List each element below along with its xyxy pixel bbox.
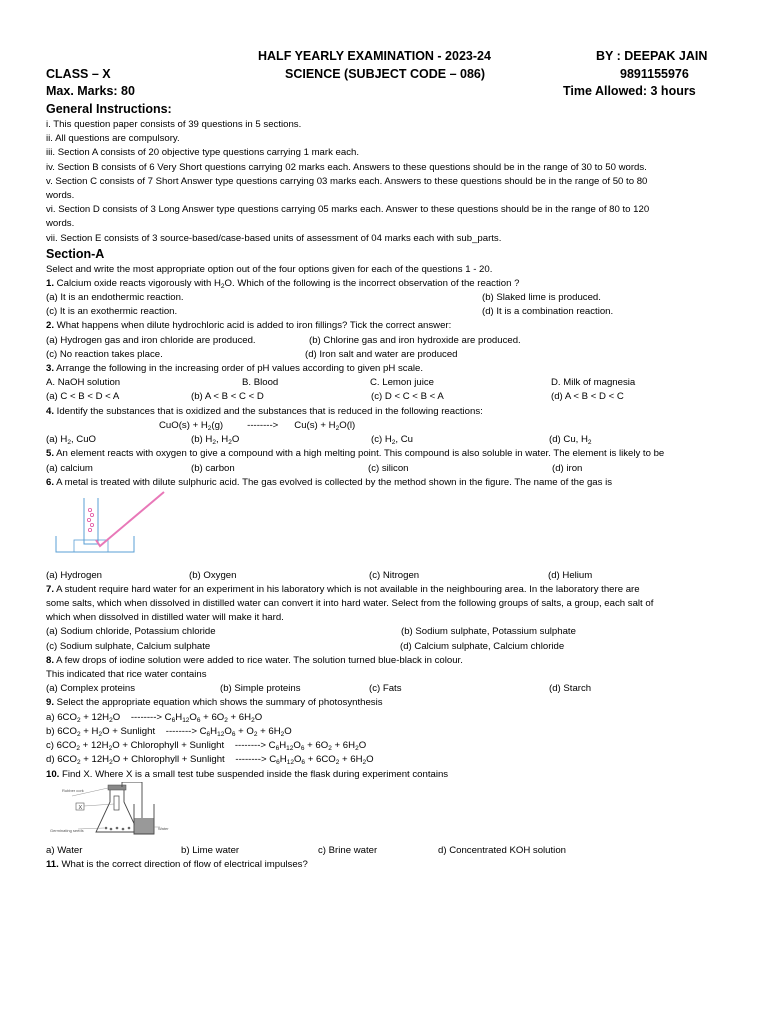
- q2-option-a: (a) Hydrogen gas and iron chloride are produced.: [46, 335, 256, 346]
- q3-option-b: (b) A < B < C < D: [191, 391, 264, 402]
- q9-option-d: d) $6CO_2 + 12H_2O$ + Chlorophyll + Sunlight --------> $C_6H_{12}O_6 + 6CO_2 + 6H_2O$: [46, 754, 374, 766]
- q3-option-d: (d) A < B < D < C: [551, 391, 624, 402]
- q8-option-b: (b) Simple proteins: [220, 683, 301, 694]
- question-number: 8.: [46, 655, 55, 666]
- fig-rubber-cork-label: Rubber cork: [62, 788, 84, 793]
- fig-germinating-seeds-label: Germinating seeds: [50, 828, 84, 833]
- q8-line: This indicated that rice water contains: [46, 669, 207, 680]
- q9-option-a: a) $6CO_2 + 12H_2O$ --------> $C_6H_{12}O_6 + 6O_2 + 6H_2O$: [46, 712, 263, 724]
- subject-title: SCIENCE (SUBJECT CODE – 086): [285, 67, 486, 81]
- q2-option-d: (d) Iron salt and water are produced: [305, 349, 458, 360]
- q5-option-c: (c) silicon: [368, 463, 409, 474]
- question-number: 3.: [46, 363, 55, 374]
- instruction-line: iii. Section A consists of 20 objective type questions carrying 1 mark each.: [46, 147, 360, 158]
- q5-option-b: (b) carbon: [191, 463, 235, 474]
- question-number: 11.: [46, 859, 59, 870]
- question-7: 7. A student require hard water for an experiment in his laboratory which is not available in the neighbouring area. In the laboratory there are: [46, 584, 640, 595]
- fig-x-label: X: [78, 805, 83, 811]
- instruction-line: vii. Section E consists of 3 source-based/case-based units of assessment of 04 marks each with sub_parts.: [46, 233, 502, 244]
- question-6: 6. A metal is treated with dilute sulphuric acid. The gas evolved is collected by the method shown in the figure. The name of the gas is: [46, 477, 613, 488]
- section-a-heading: Section-A: [46, 247, 105, 261]
- question-number: 9.: [46, 697, 55, 708]
- q2-option-c: (c) No reaction takes place.: [46, 349, 163, 360]
- q10-option-c: c) Brine water: [318, 845, 378, 856]
- q7-option-b: (b) Sodium sulphate, Potassium sulphate: [401, 626, 576, 637]
- question-9: 9. Select the appropriate equation which shows the summary of photosynthesis: [46, 697, 383, 708]
- question-8: 8. A few drops of iodine solution were added to rice water. The solution turned blue-black in colour.: [46, 655, 463, 666]
- q4-option-a: (a) $H_2$, CuO: [46, 434, 97, 446]
- q6-option-a: (a) Hydrogen: [46, 570, 102, 581]
- q2-option-b: (b) Chlorine gas and iron hydroxide are produced.: [309, 335, 521, 346]
- q5-option-a: (a) calcium: [46, 463, 93, 474]
- question-number: 2.: [46, 320, 55, 331]
- q5-option-d: (d) iron: [552, 463, 583, 474]
- q7-option-c: (c) Sodium sulphate, Calcium sulphate: [46, 641, 211, 652]
- q4-option-c: (c) $H_2$, Cu: [371, 434, 414, 446]
- q4-equation: $CuO(s) + H_2(g)$ --------> $Cu(s) + H_2O(l)$: [159, 420, 356, 432]
- respiration-flask-figure: [48, 782, 172, 840]
- question-number: 4.: [46, 406, 55, 417]
- q1-option-a: (a) It is an endothermic reaction.: [46, 292, 184, 303]
- instructions-heading: General Instructions:: [46, 102, 172, 116]
- question-4: 4. Identify the substances that is oxidized and the substances that is reduced in the following reactions:: [46, 406, 483, 417]
- question-5: 5. An element reacts with oxygen to give a compound with a high melting point. This compound is also soluble in water. The element is likely to be: [46, 448, 665, 459]
- question-number: 10.: [46, 769, 60, 780]
- q4-option-d: (d) Cu, $H_2$: [549, 434, 592, 446]
- author-name: BY : DEEPAK JAIN: [596, 49, 708, 63]
- q6-option-d: (d) Helium: [548, 570, 593, 581]
- section-a-intro: Select and write the most appropriate option out of the four options given for each of the questions 1 - 20.: [46, 264, 493, 275]
- fig-water-label: Water: [158, 826, 169, 831]
- max-marks: Max. Marks: 80: [46, 84, 135, 98]
- exam-title: HALF YEARLY EXAMINATION - 2023-24: [258, 49, 491, 63]
- q9-option-b: b) $6CO_2 + H_2O$ + Sunlight --------> $C_6H_{12}O_6 + O_2 + 6H_2O$: [46, 726, 292, 738]
- q1-option-b: (b) Slaked lime is produced.: [482, 292, 601, 303]
- gas-collection-figure: [52, 490, 170, 556]
- q7-line: some salts, which when dissolved in distilled water can convert it into hard water. Select from the following groups of salts, a group, each salt of: [46, 598, 654, 609]
- phone-number: 9891155976: [620, 67, 689, 81]
- class-label: CLASS – X: [46, 67, 111, 81]
- q8-option-d: (d) Starch: [549, 683, 592, 694]
- question-11: 11. What is the correct direction of flow of electrical impulses?: [46, 859, 308, 870]
- q6-option-b: (b) Oxygen: [189, 570, 237, 581]
- q3-option-c: (c) D < C < B < A: [371, 391, 444, 402]
- instruction-line: iv. Section B consists of 6 Very Short questions carrying 02 marks each. Answers to these questions should be in the range of 30 to 50 words.: [46, 162, 647, 173]
- question-number: 6.: [46, 477, 55, 488]
- q3-item-b: B. Blood: [242, 377, 279, 388]
- q3-item-a: A. NaOH solution: [46, 377, 121, 388]
- q7-option-a: (a) Sodium chloride, Potassium chloride: [46, 626, 216, 637]
- instruction-line: words.: [46, 218, 75, 229]
- q7-option-d: (d) Calcium sulphate, Calcium chloride: [400, 641, 565, 652]
- q10-option-d: d) Concentrated KOH solution: [438, 845, 566, 856]
- q8-option-a: (a) Complex proteins: [46, 683, 136, 694]
- time-allowed: Time Allowed: 3 hours: [563, 84, 696, 98]
- q7-line: which when dissolved in distilled water will make it hard.: [46, 612, 284, 623]
- q4-option-b: (b) $H_2$, $H_2O$: [191, 434, 240, 446]
- question-10: 10. Find X. Where X is a small test tube suspended inside the flask during experiment contains: [46, 769, 449, 780]
- q10-option-a: a) Water: [46, 845, 83, 856]
- q1-option-c: (c) It is an exothermic reaction.: [46, 306, 178, 317]
- question-3: 3. Arrange the following in the increasing order of pH values according to given pH scale.: [46, 363, 424, 374]
- question-number: 1.: [46, 278, 55, 289]
- q3-option-a: (a) C < B < D < A: [46, 391, 120, 402]
- question-2: 2. What happens when dilute hydrochloric acid is added to iron fillings? Tick the correct answer:: [46, 320, 452, 331]
- instruction-line: words.: [46, 190, 75, 201]
- q6-option-c: (c) Nitrogen: [369, 570, 420, 581]
- instruction-line: vi. Section D consists of 3 Long Answer type questions carrying 05 marks each. Answer to these questions should be in the range of 80 to 120: [46, 204, 650, 215]
- q3-item-d: D. Milk of magnesia: [551, 377, 636, 388]
- q9-option-c: c) $6CO_2 + 12H_2O$ + Chlorophyll + Sunlight --------> $C_6H_{12}O_6 + 6O_2 + 6H_2O$: [46, 740, 367, 752]
- q3-item-c: C. Lemon juice: [370, 377, 434, 388]
- instruction-line: ii. All questions are compulsory.: [46, 133, 180, 144]
- instruction-line: v. Section C consists of 7 Short Answer type questions carrying 03 marks each. Answers to these questions should be in the range of 50 to 80: [46, 176, 648, 187]
- instruction-line: i. This question paper consists of 39 questions in 5 sections.: [46, 119, 302, 130]
- question-number: 5.: [46, 448, 55, 459]
- question-1: 1. Calcium oxide reacts vigorously with $H_2O$. Which of the following is the incorrect observation of the reaction ?: [46, 278, 520, 290]
- question-number: 7.: [46, 584, 55, 595]
- q1-option-d: (d) It is a combination reaction.: [482, 306, 614, 317]
- q8-option-c: (c) Fats: [369, 683, 402, 694]
- q10-option-b: b) Lime water: [181, 845, 240, 856]
